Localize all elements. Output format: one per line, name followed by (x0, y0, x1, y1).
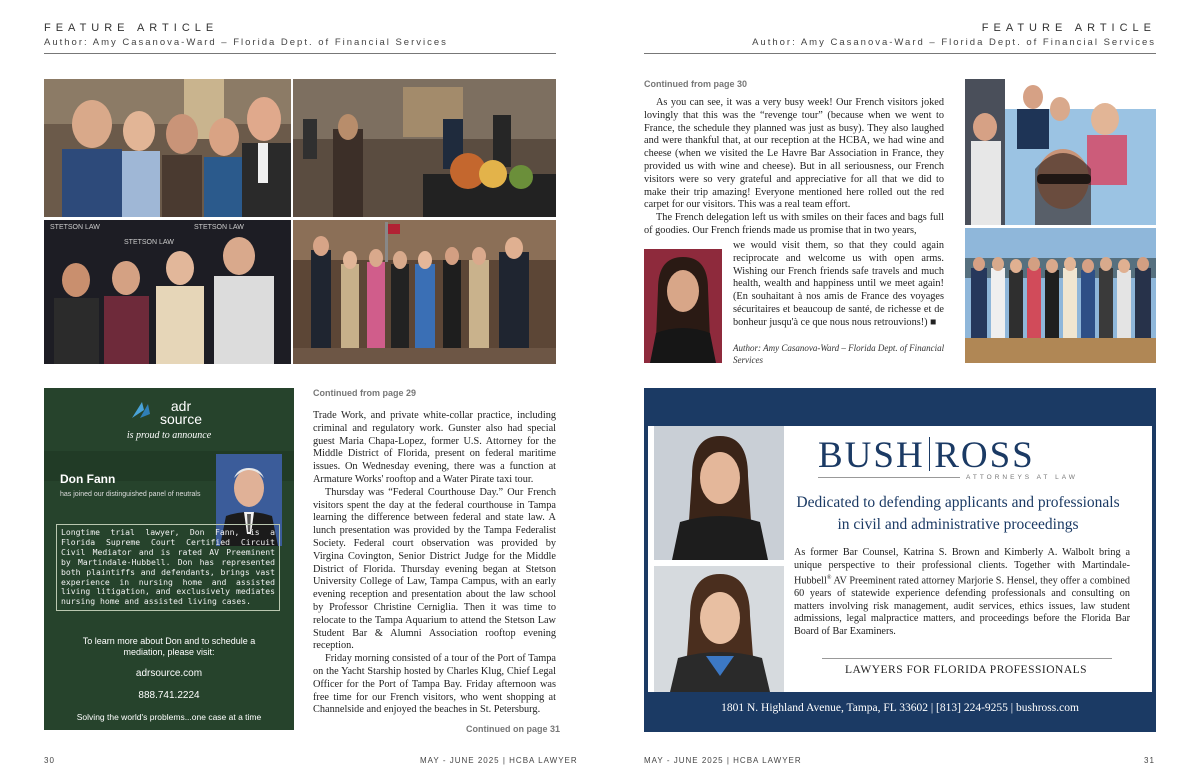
adr-logo-line1: adr (170, 398, 192, 414)
photo-group-selfie (44, 79, 291, 217)
footer-issue-left: MAY - JUNE 2025 | HCBA LAWYER (420, 756, 578, 765)
adr-phone[interactable]: 888.741.2224 (138, 690, 200, 701)
firm-name-left: BUSH (818, 435, 925, 476)
article-paragraph: As you can see, it was a very busy week! Our French visitors joked lovingly that this was the “revenge tour” (because when we went to France, the schedule they planned was just as busy). They also laughed and were thankful that, at our reception at the HCBA, we had wine and cheese (when we visited the Le Havre Bar Association in France, they provided us with wine and cheese). But in all seriousness, our French visitors were so very grateful and appreciative for all that we did to make their trip amazing! Everyone mentioned here rolled out the red carpet for our visitors. This was a real team effort. (644, 97, 944, 211)
adr-source-ad[interactable] (44, 388, 294, 730)
tagline-line: Dedicated to defending applicants and professionals (796, 494, 1120, 511)
photo-yacht-group (965, 228, 1156, 363)
bush-ross-logo (818, 434, 1118, 477)
article-paragraph: Trade Work, and private white-collar practice, including criminal and regulatory work. Gunster also had special guest Maria Chapa-Lopez, former U.S. Attorney for the Middle District of Florida, present on federal maritime issues. On Wednesday evening, there was a function at Armature Works' rooftop and a Water Pirate taxi tour. (313, 410, 556, 485)
stetson-backdrop-label: STETSON LAW (194, 224, 244, 231)
logo-rule (818, 477, 960, 478)
section-kicker: FEATURE ARTICLE (981, 22, 1156, 34)
adr-slogan: Solving the world's problems...one case at a time (76, 712, 262, 722)
attorneys-at-law-label: ATTORNEYS AT LAW (966, 474, 1078, 481)
slogan-rule (822, 658, 1112, 659)
page-number-left: 30 (44, 756, 55, 765)
adr-learn-more: To learn more about Don and to schedule a mediation, please visit: (82, 636, 256, 657)
bush-ross-tagline (788, 492, 1128, 536)
tagline-line: in civil and administrative proceedings (837, 516, 1079, 533)
header-rule (44, 53, 556, 54)
stetson-backdrop-label: STETSON LAW (50, 224, 100, 231)
adr-joined-text: has joined our distinguished panel of neutrals (60, 491, 201, 498)
desc-part: As former Bar Counsel, Katrina S. Brown and Kimberly A. Walbolt bring a unique perspective to their professional clients. Together with Martindale-Hubbell (794, 547, 1130, 587)
adr-logo-line2: source (159, 411, 203, 427)
article-paragraph: we would visit them, so that they could again reciprocate and welcome us with open arms. Wishing our French friends safe travels and much health, wealth and happiness until we meet again! (En souhaitant à nos amis de France des voyages sécuritaires et beaucoup de santé, de richesse et de bonheur jusqu'à ce que nous nous retrouvions!) ■ (733, 240, 944, 328)
section-kicker: FEATURE ARTICLE (44, 22, 219, 34)
photo-yacht-selfie (965, 79, 1156, 225)
adr-mediator-name: Don Fann (60, 472, 116, 486)
bush-ross-ad-panel (648, 426, 1152, 692)
registered-mark: ® (826, 575, 832, 582)
header-author: Author: Amy Casanova-Ward – Florida Dept. of Financial Services (752, 37, 1156, 48)
page-header-right (644, 22, 1156, 54)
article-paragraph: Thursday was “Federal Courthouse Day.” Our French visitors spent the day at the federal courthouse in Tampa learning the difference between federal and state law. A lunch presentation was provided by the Tampa Federalist Society. Federal court observation was provided by Virgina Covington, Senior District Judge for the Middle District of Florida. Thursday evening began at Stetson University College of Law, Tampa Campus, with an early evening reception and presentation about the law school by Professor Christine Cerniglia. Then it was time to relocate to the Tampa Aquarium to attend the Stetson Law Student Bar & Alumni Association rooftop evening reception. (313, 486, 556, 652)
bush-ross-ad[interactable] (644, 388, 1156, 732)
adr-website-link[interactable]: adrsource.com (135, 668, 203, 679)
logo-divider (929, 437, 931, 471)
adr-logo (44, 400, 294, 426)
firm-name-right: ROSS (934, 435, 1035, 476)
photo-stetson-reception (44, 220, 291, 364)
adr-announce: is proud to announce (126, 430, 212, 441)
page-number-right: 31 (1144, 756, 1155, 765)
right-article-wrap (733, 240, 944, 330)
adr-logo-mark-icon (130, 400, 152, 420)
photo-reception-buffet (293, 79, 556, 217)
left-article-body (313, 410, 556, 717)
bush-ross-slogan: LAWYERS FOR FLORIDA PROFESSIONALS (844, 664, 1088, 676)
article-paragraph: The French delegation left us with smiles on their faces and bags full of goodies. Our French friends made us promise that in two years, (644, 212, 944, 236)
photo-courthouse-group (293, 220, 556, 364)
desc-part: AV Preeminent rated attorney Marjorie S. Hensel, they offer a combined 60 years of statewide experience defending professionals and consulting on matters involving risk management, audit services, ethics issues, law student admissions, legal malpractice matters, and proceedings before the Florida Bar Board of Bar Examiners. (794, 575, 1130, 637)
attorney-portrait (654, 426, 784, 560)
attorney-portrait (654, 566, 784, 692)
continued-from-label: Continued from page 30 (644, 79, 748, 89)
author-portrait (644, 249, 722, 363)
footer-issue-right: MAY - JUNE 2025 | HCBA LAWYER (644, 756, 802, 765)
right-article-body (644, 97, 944, 238)
continued-from-label: Continued from page 29 (313, 388, 417, 398)
continued-on-label: Continued on page 31 (466, 724, 561, 734)
bush-ross-contact[interactable]: 1801 N. Highland Avenue, Tampa, FL 33602 | [813] 224-9255 | bushross.com (721, 702, 1079, 714)
bush-ross-description (794, 547, 1130, 639)
adr-bio: Longtime trial lawyer, Don Fann, is a Florida Supreme Court Certified Circuit Civil Mediator and is rated AV Preeminent by Martindale-Hubbell. Don has represented both plaintiffs and defendants, brings vast experience in nursing home and assisted living litigation, and exclusively mediates nursing home and assisted living cases. (56, 524, 280, 611)
stetson-backdrop-label: STETSON LAW (124, 239, 174, 246)
header-author: Author: Amy Casanova-Ward – Florida Dept. of Financial Services (44, 37, 448, 48)
author-byline: Author: Amy Casanova-Ward – Florida Dept. of Financial Services (733, 343, 945, 365)
article-paragraph: Friday morning consisted of a tour of the Port of Tampa on the Yacht Starship hosted by Charles Klug, Chief Legal Officer for the Port of Tampa Bay. Friday afternoon was free time for our French visitors, who went shopping at Channelside and enjoyed the beaches in St. Petersburg. (313, 653, 556, 716)
page-header-left (44, 22, 556, 54)
header-rule (644, 53, 1156, 54)
